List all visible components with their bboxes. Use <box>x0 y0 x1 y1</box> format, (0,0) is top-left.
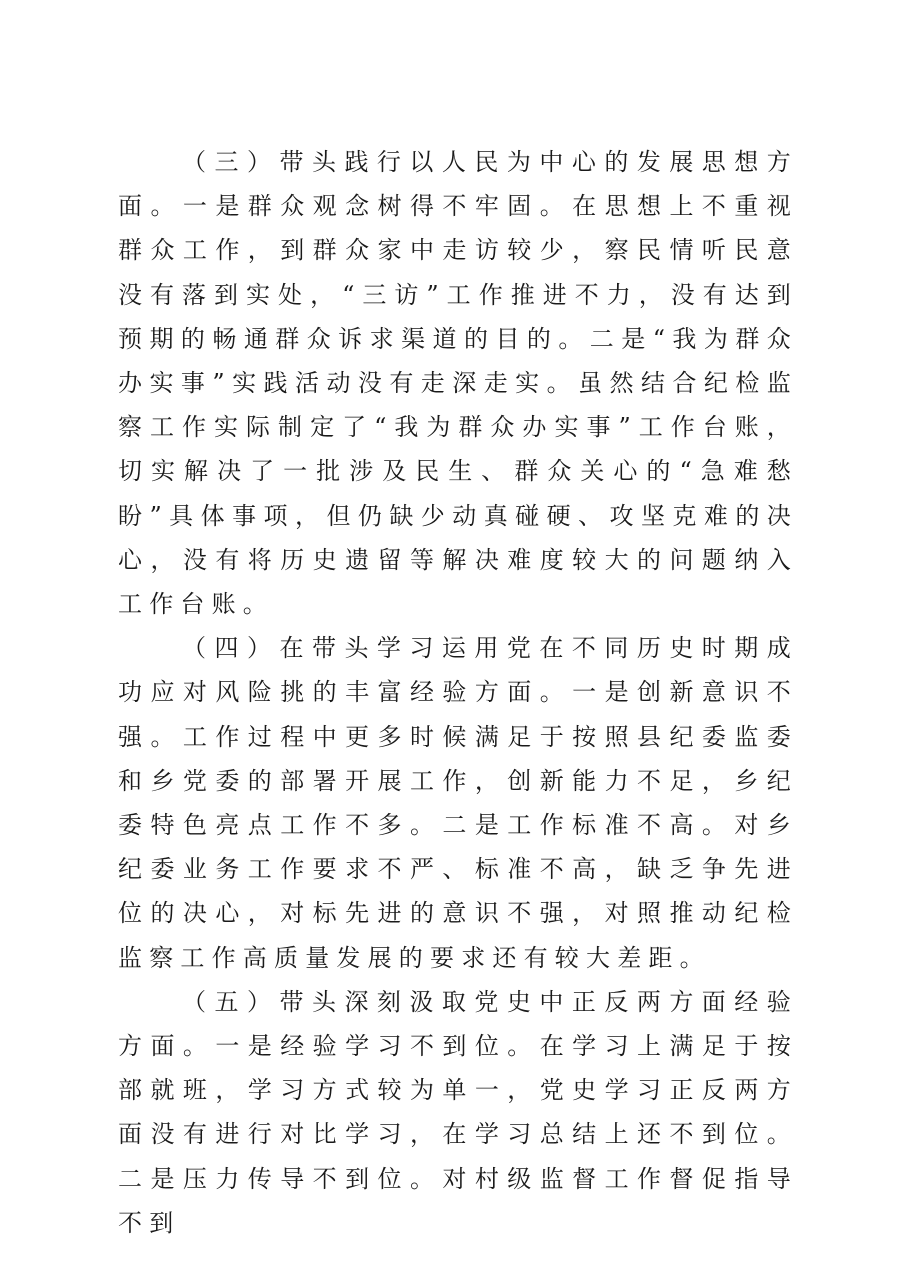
paragraph-section-five: （五）带头深刻汲取党史中正反两方面经验方面。一是经验学习不到位。在学习上满足于按部就班，学习方式较为单一，党史学习正反两方面没有进行对比学习，在学习总结上还不到位。二是压力传导不到位。对村级监督工作督促指导不到 <box>118 987 798 1237</box>
paragraph-section-three: （三）带头践行以人民为中心的发展思想方面。一是群众观念树得不牢固。在思想上不重视群众工作，到群众家中走访较少，察民情听民意没有落到实处，“三访”工作推进不力，没有达到预期的畅通群众诉求渠道的目的。二是“我为群众办实事”实践活动没有走深走实。虽然结合纪检监察工作实际制定了“我为群众办实事”工作台账，切实解决了一批涉及民生、群众关心的“急难愁盼”具体事项，但仍缺少动真碰硬、攻坚克难的决心，没有将历史遗留等解决难度较大的问题纳入工作台账。 <box>118 148 798 619</box>
document-page <box>118 140 798 1245</box>
paragraph-section-four: （四）在带头学习运用党在不同历史时期成功应对风险挑的丰富经验方面。一是创新意识不强。工作过程中更多时候满足于按照县纪委监委和乡党委的部署开展工作，创新能力不足，乡纪委特色亮点工作不多。二是工作标准不高。对乡纪委业务工作要求不严、标准不高，缺乏争先进位的决心，对标先进的意识不强，对照推动纪检监察工作高质量发展的要求还有较大差距。 <box>118 634 798 972</box>
